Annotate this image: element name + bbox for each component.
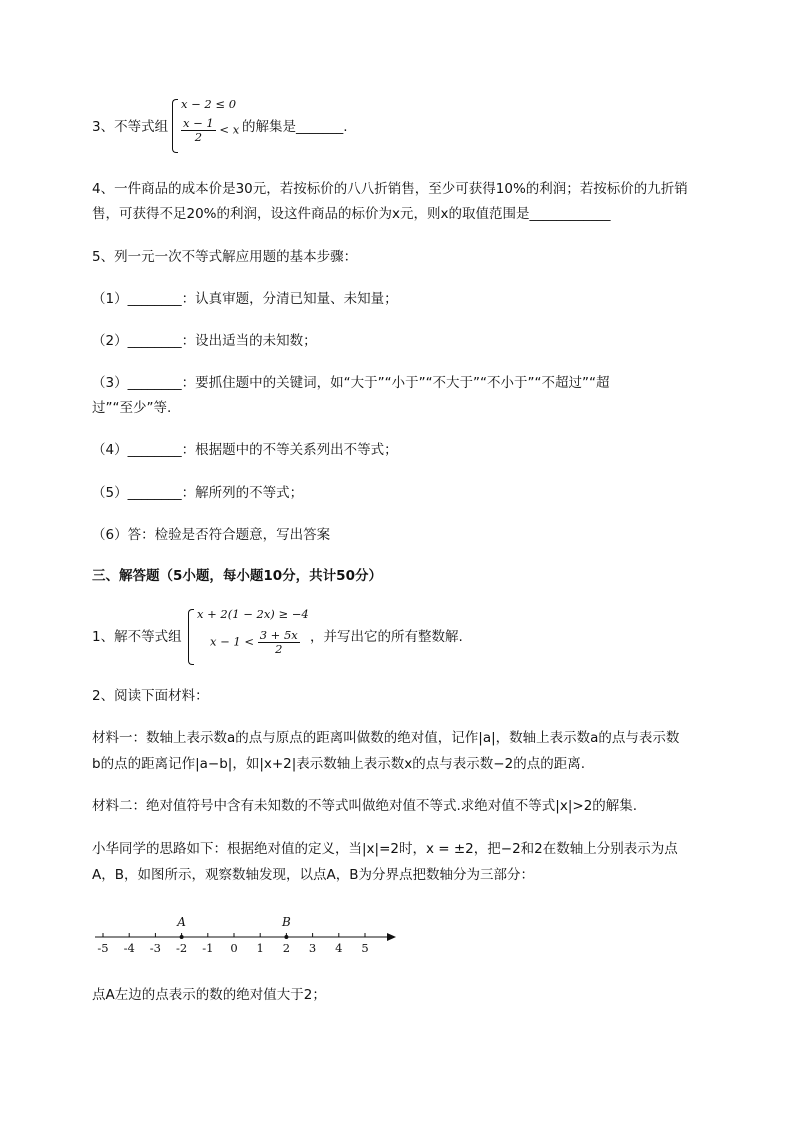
q3-line2-tail: < x	[219, 122, 240, 137]
p1-brace	[188, 609, 194, 665]
p1-frac-den: 2	[275, 642, 283, 656]
tick-label: -2	[175, 941, 188, 955]
q3-line1: x − 2 ≤ 0	[181, 97, 237, 111]
tick-label: 5	[361, 941, 369, 955]
p1-line1: x + 2(1 − 2x) ≥ −4	[197, 607, 309, 621]
q3-prefix: 3、不等式组	[92, 119, 169, 135]
q5-step-2: （2）________：设出适当的未知数；	[92, 333, 317, 349]
q5-step-1: （1）________：认真审题，分清已知量、未知量；	[92, 291, 398, 307]
p1-frac-num: 3 + 5x	[259, 628, 298, 642]
tick-label: 4	[335, 941, 343, 955]
tick-label: -3	[149, 941, 162, 955]
p2-material1-line1: 材料一：数轴上表示数a的点与原点的距离叫做数的绝对值，记作|a|，数轴上表示数a的点与表示数	[92, 730, 680, 746]
q3-brace	[172, 99, 178, 153]
point-b-dot	[284, 935, 288, 939]
q3-line2	[181, 117, 239, 144]
q5-step-6: （6）答：检验是否符合题意，写出答案	[92, 527, 331, 543]
q5-step-3-cont: 过”“至少”等.	[92, 400, 172, 416]
q3-frac-den: 2	[194, 130, 203, 144]
q4-line2: 售，可获得不足20%的利润，设这件商品的标价为x元，则x的取值范围是____________	[92, 206, 611, 222]
q5-step-5: （5）________：解所列的不等式；	[92, 485, 304, 501]
tick-label: -1	[202, 941, 214, 955]
section-3-heading: 三、解答题（5小题，每小题10分，共计50分）	[92, 568, 382, 584]
point-a-label: A	[177, 915, 186, 929]
p2-intro: 2、阅读下面材料：	[92, 688, 209, 704]
q5-intro: 5、列一元一次不等式解应用题的基本步骤：	[92, 249, 358, 265]
point-b-label: B	[281, 915, 291, 929]
p1-line2	[210, 629, 300, 656]
p2-last-line: 点A左边的点表示的数的绝对值大于2；	[92, 987, 326, 1003]
point-a-dot	[180, 935, 184, 939]
q3-system	[172, 97, 252, 155]
p1-line2-head: x − 1 <	[210, 634, 255, 649]
p2-material1-line2: b的点的距离记作|a−b|，如|x+2|表示数轴上表示数x的点与表示数−2的点的距离.	[92, 756, 585, 772]
number-line	[85, 905, 405, 960]
p1-system	[188, 607, 318, 667]
q5-step-3: （3）________：要抓住题中的关键词，如“大于”“小于”“不大于”“不小于”“不超过”“超	[92, 375, 610, 391]
axis-arrow	[387, 933, 396, 941]
tick-label: 2	[282, 941, 291, 955]
tick-label: -5	[97, 941, 109, 955]
tick-label: 0	[230, 941, 238, 955]
p2-xiaohua-line2: A，B，如图所示，观察数轴发现，以点A，B为分界点把数轴分为三部分：	[92, 867, 534, 883]
tick-label: -4	[123, 941, 135, 955]
p1-prefix: 1、解不等式组	[92, 629, 182, 645]
p1-suffix: ，并写出它的所有整数解.	[310, 629, 463, 645]
p2-material2: 材料二：绝对值符号中含有未知数的不等式叫做绝对值不等式.求绝对值不等式|x|>2的解集.	[92, 798, 638, 814]
q3-suffix: 的解集是_______.	[242, 119, 348, 135]
tick-label: 3	[308, 941, 317, 955]
tick-label: 1	[256, 941, 264, 955]
q3-frac-num: x − 1	[183, 116, 214, 130]
q5-step-4: （4）________：根据题中的不等关系列出不等式；	[92, 442, 398, 458]
q4-line1: 4、一件商品的成本价是30元，若按标价的八八折销售，至少可获得10%的利润；若按标价的九折销	[92, 181, 688, 197]
p2-xiaohua-line1: 小华同学的思路如下：根据绝对值的定义，当|x|=2时，x = ±2，把−2和2在数轴上分别表示为点	[92, 841, 678, 857]
